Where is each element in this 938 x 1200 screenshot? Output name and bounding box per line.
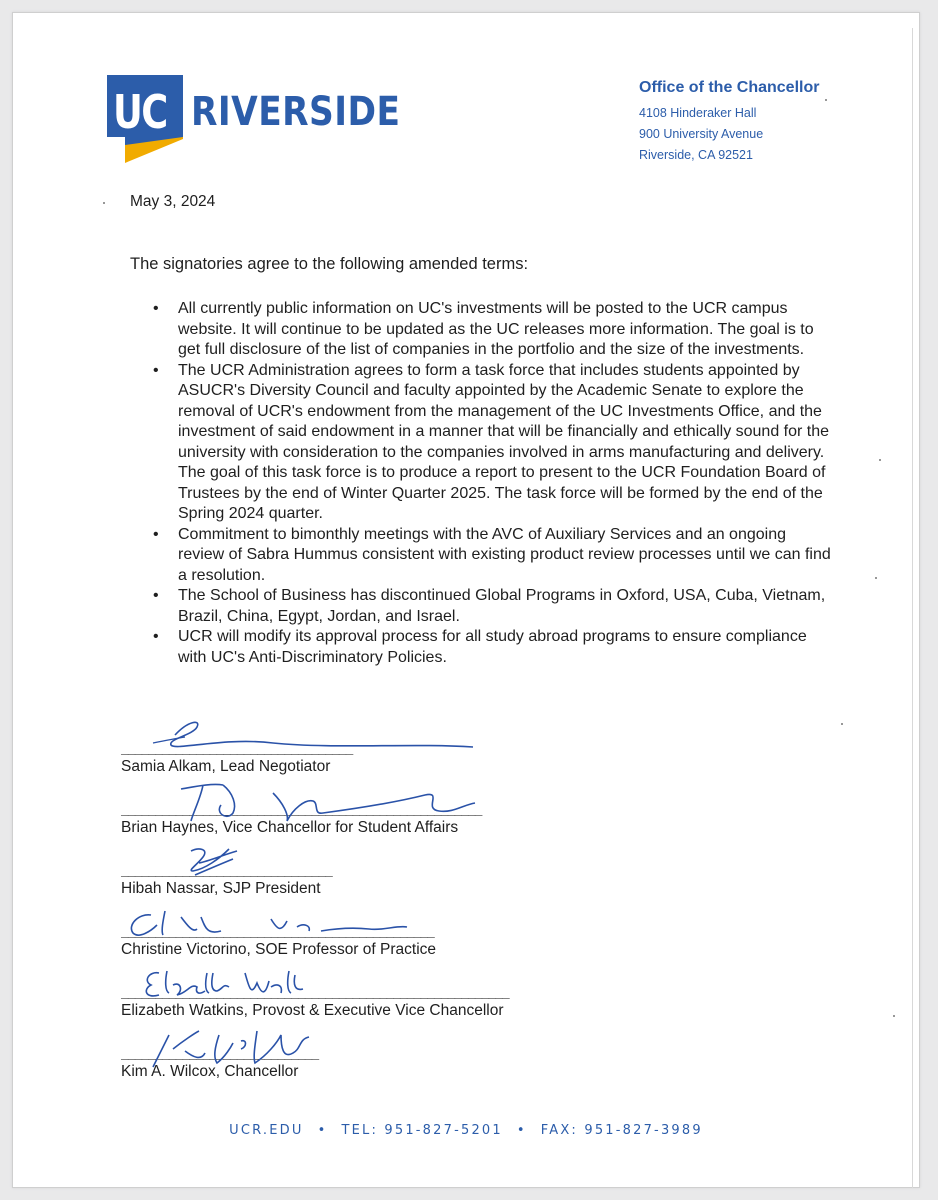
signatory-name: Elizabeth Watkins, Provost & Executive Vice Chancellor <box>121 1002 504 1019</box>
footer-separator: • <box>516 1123 527 1138</box>
footer-website: UCR.EDU <box>229 1123 304 1138</box>
signature-block <box>121 866 332 898</box>
signature-line: _____________________________________________________ <box>121 803 482 818</box>
signature-line: __________________________________ <box>121 742 353 757</box>
signature-block <box>121 988 509 1020</box>
footer-separator: • <box>317 1123 328 1138</box>
scan-speck <box>825 99 827 101</box>
term-item <box>153 525 833 587</box>
logo-wordmark: RIVERSIDE <box>191 89 401 135</box>
signature-line: ______________________________________________ <box>121 925 434 940</box>
address-line: Riverside, CA 92521 <box>639 148 753 162</box>
signature-block <box>121 927 436 959</box>
term-item <box>153 299 833 361</box>
letter-page <box>12 12 920 1188</box>
term-item <box>153 361 833 525</box>
signatory-name: Samia Alkam, Lead Negotiator <box>121 758 331 775</box>
term-text: The School of Business has discontinued Global Programs in Oxford, USA, Cuba, Vietnam, Brazil, China, Egypt, Jordan, and Israel. <box>178 587 826 625</box>
scan-speck <box>841 723 843 725</box>
term-item <box>153 586 833 627</box>
signature-line: _________________________________________________________ <box>121 986 509 1001</box>
bullet-icon: • <box>153 300 159 317</box>
term-text: Commitment to bimonthly meetings with the AVC of Auxiliary Services and an ongoing review of Sabra Hummus consistent with existing product review processes until we can find a resolution. <box>178 525 831 584</box>
footer-phone: TEL: 951-827-5201 <box>341 1123 503 1138</box>
letter-date: May 3, 2024 <box>130 193 216 210</box>
bullet-icon: • <box>153 525 159 543</box>
term-item <box>153 627 833 668</box>
address-line: 900 University Avenue <box>639 127 764 141</box>
uc-riverside-logo <box>107 75 401 163</box>
signature-block <box>121 1049 318 1081</box>
signatory-name: Kim A. Wilcox, Chancellor <box>121 1063 299 1080</box>
signature-line: _______________________________ <box>121 864 332 879</box>
address-line: 4108 Hinderaker Hall <box>639 106 757 120</box>
scan-speck <box>103 202 105 204</box>
signature-block <box>121 805 481 837</box>
bullet-icon: • <box>153 587 159 604</box>
letter-footer <box>13 1123 919 1138</box>
paper-edge <box>912 28 913 1188</box>
signatory-name: Hibah Nassar, SJP President <box>121 880 321 897</box>
signature-block <box>121 744 352 776</box>
signature-line: _____________________________ <box>121 1047 319 1062</box>
intro-sentence: The signatories agree to the following amended terms: <box>130 255 529 273</box>
office-title: Office of the Chancellor <box>639 79 820 96</box>
bullet-icon: • <box>153 628 159 645</box>
term-text: All currently public information on UC's investments will be posted to the UCR campus website. It will continue to be updated as the UC releases more information. The goal is to get full disclosure of the list of companies in the portfolio and the size of the investments. <box>178 300 814 358</box>
term-text: UCR will modify its approval process for all study abroad programs to ensure compliance with UC's Anti-Discriminatory Policies. <box>178 628 807 666</box>
office-address-block <box>639 79 819 166</box>
scan-speck <box>893 1015 895 1017</box>
signatory-name: Christine Victorino, SOE Professor of Practice <box>121 941 437 958</box>
signatory-name: Brian Haynes, Vice Chancellor for Student Affairs <box>121 819 459 836</box>
footer-fax: FAX: 951-827-3989 <box>540 1123 703 1138</box>
logo-uc-text: UC <box>113 85 167 139</box>
bullet-icon: • <box>153 361 159 379</box>
terms-list <box>153 299 833 668</box>
term-text: The UCR Administration agrees to form a task force that includes students appointed by ASUCR's Diversity Council and faculty appointed by the Academic Senate to explore the removal of UCR's endowment from the management of the UC Investments Office, and the investment of said endowment in a manner that will be financially and ethically sound for the university with consideration to the companies involved in arms manufacturing and delivery. The goal of this task force is to produce a report to present to the UCR Foundation Board of Trustees by the end of Winter Quarter 2025. The task force will be formed by the end of the Spring 2024 quarter. <box>178 361 830 522</box>
scan-speck <box>875 577 877 579</box>
scan-speck <box>879 459 881 461</box>
